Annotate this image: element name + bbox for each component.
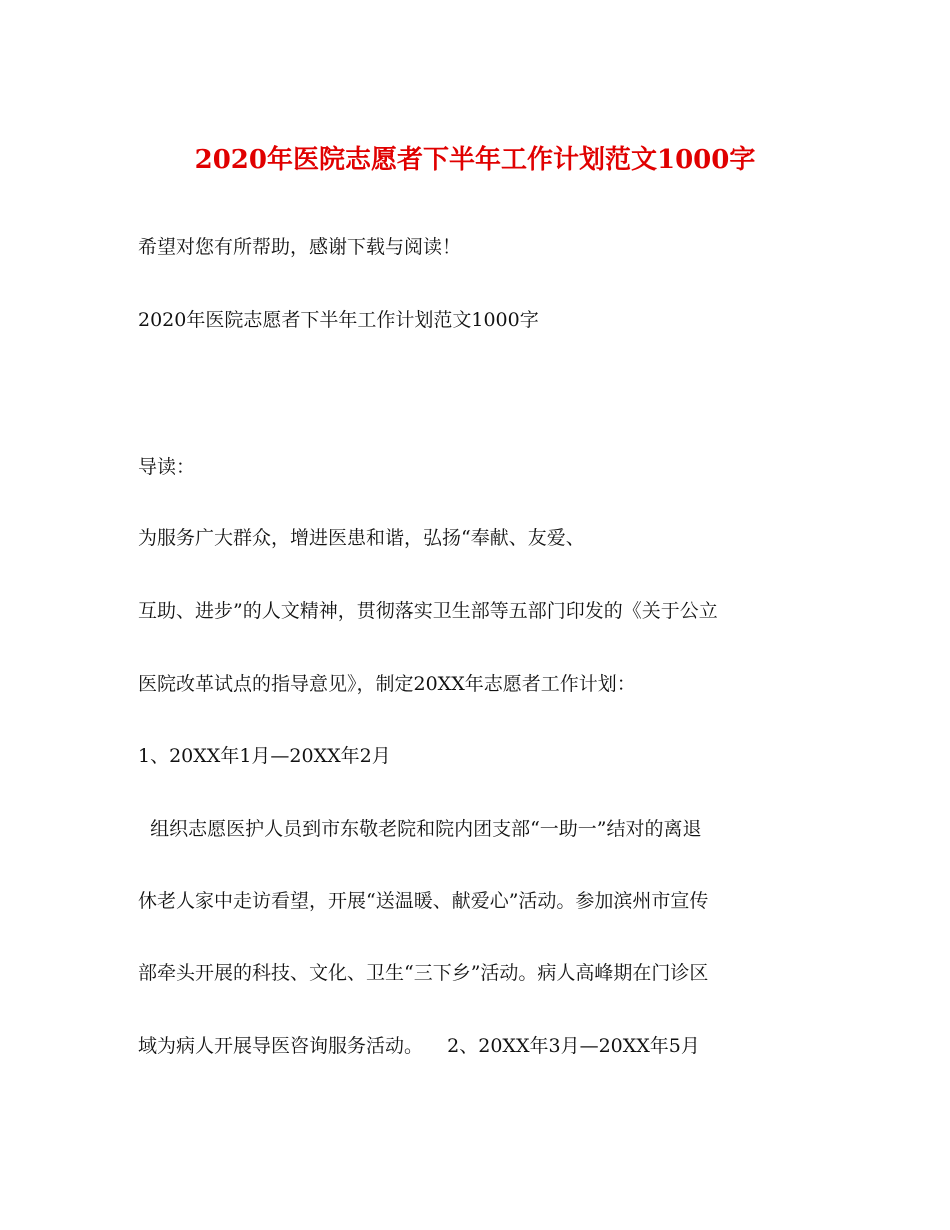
paragraph-line: 部牵头开展的科技、文化、卫生“三下乡”活动。病人高峰期在门诊区 (138, 962, 709, 984)
paragraph-line: 组织志愿医护人员到市东敬老院和院内团支部“一助一”结对的离退 (138, 818, 702, 840)
paragraph-line: 互助、进步”的人文精神，贯彻落实卫生部等五部门印发的《关于公立 (138, 600, 718, 622)
guide-heading: 导读： (138, 456, 196, 478)
paragraph-line: 为服务广大群众，增进医患和谐，弘扬“奉献、友爱、 (138, 527, 585, 549)
section-heading: 1、20XX年1月—20XX年2月 (138, 745, 391, 767)
paragraph-line: 医院改革试点的指导意见》，制定20XX年志愿者工作计划： (138, 673, 636, 695)
subtitle-line: 2020年医院志愿者下半年工作计划范文1000字 (138, 309, 539, 331)
intro-line: 希望对您有所帮助，感谢下载与阅读！ (138, 236, 462, 258)
document-title: 2020年医院志愿者下半年工作计划范文1000字 (194, 145, 756, 175)
paragraph-line: 休老人家中走访看望，开展“送温暖、献爱心”活动。参加滨州市宣传 (138, 890, 709, 912)
paragraph-line: 域为病人开展导医咨询服务活动。 2、20XX年3月—20XX年5月 (138, 1035, 700, 1057)
